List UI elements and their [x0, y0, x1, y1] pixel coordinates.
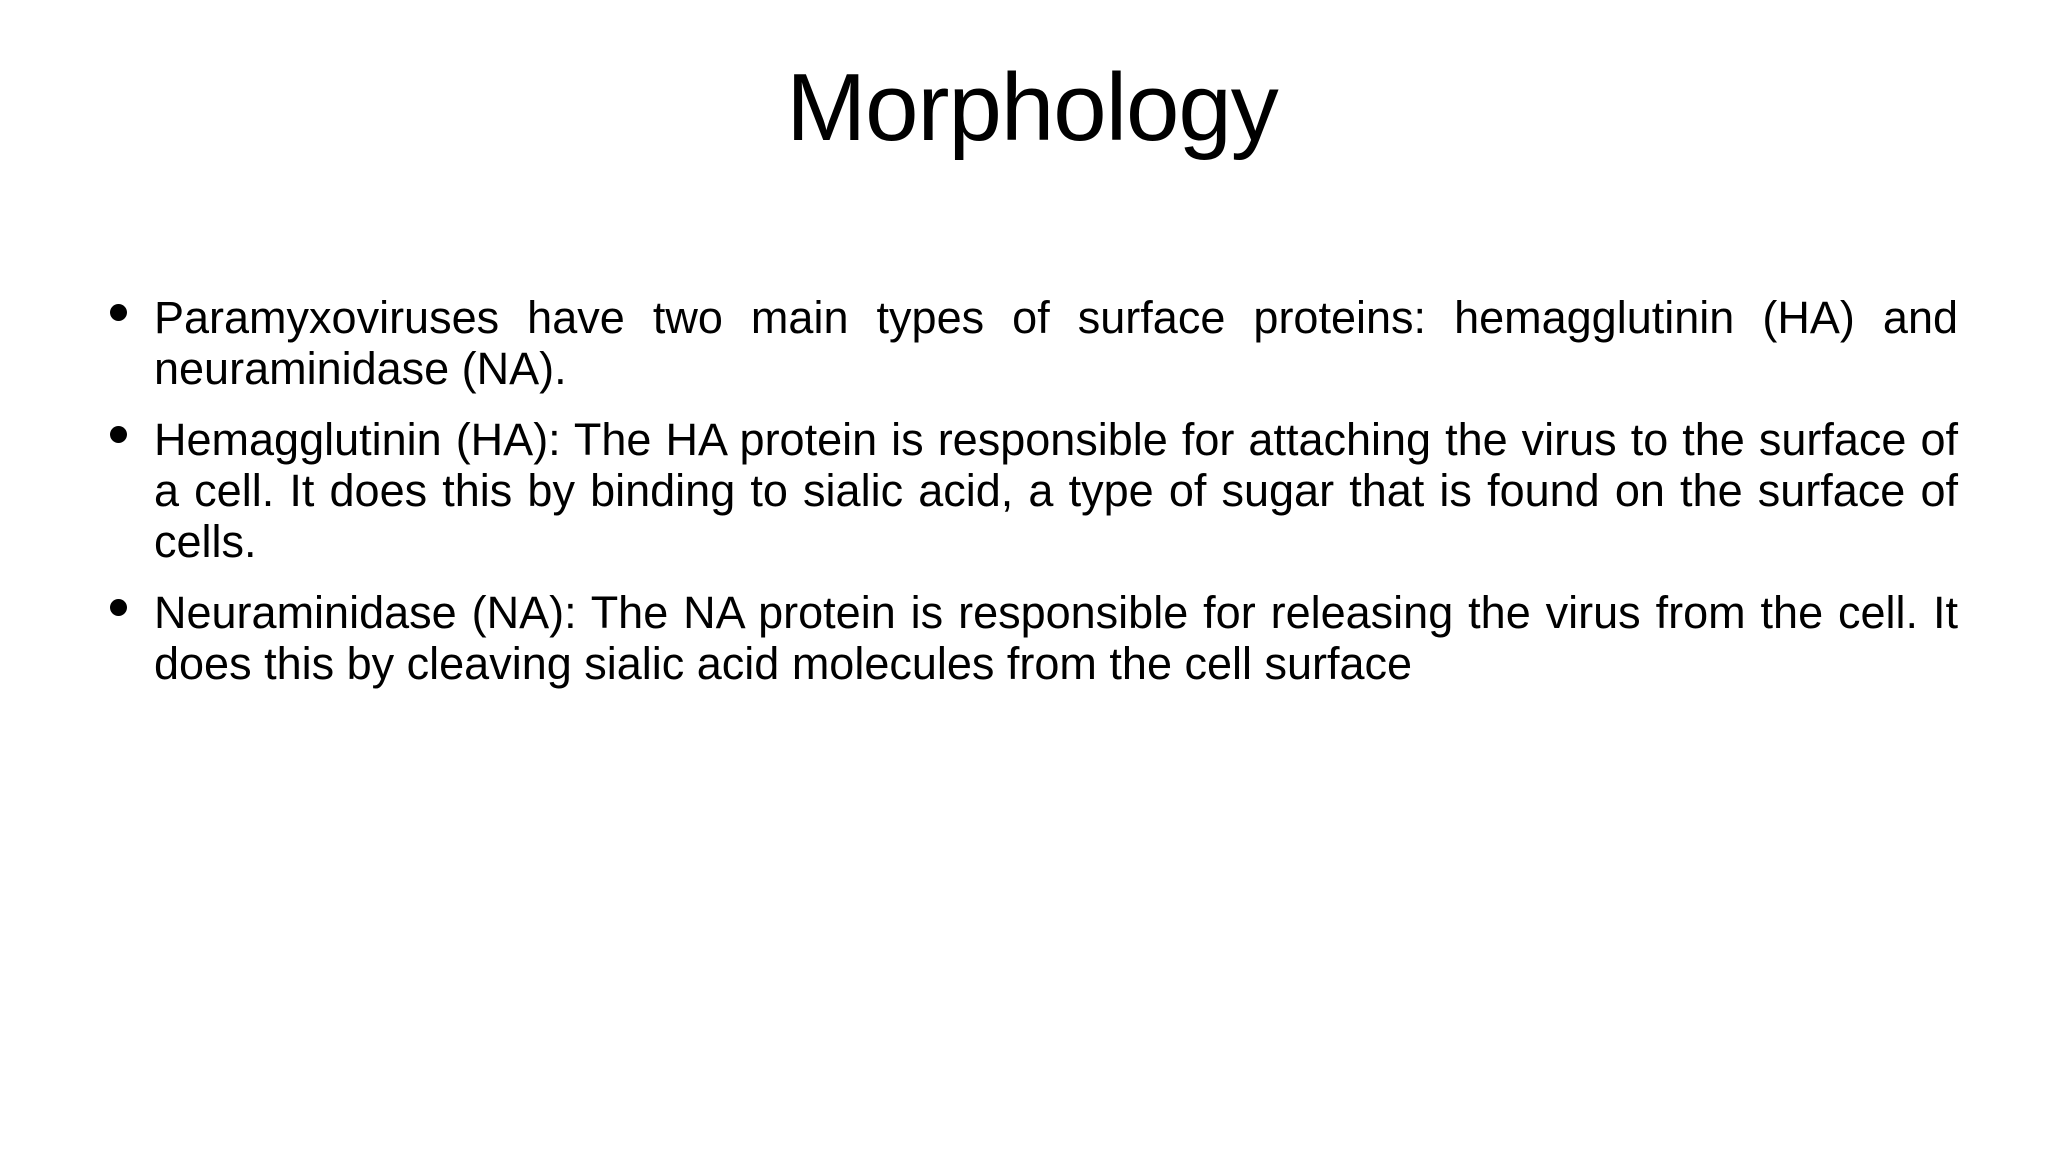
bullet-item: [110, 414, 1958, 567]
bullet-item: [110, 292, 1958, 394]
bullet-dot-icon: [110, 426, 127, 443]
slide-title: Morphology: [786, 54, 1278, 161]
bullet-text: Paramyxoviruses have two main types of surface proteins: hemagglutinin (HA) and neuraminidase (NA).: [154, 292, 1958, 394]
bullet-text: Hemagglutinin (HA): The HA protein is responsible for attaching the virus to the surface of a cell. It does this by binding to sialic acid, a type of sugar that is found on the surface of cells.: [154, 414, 1958, 567]
bullet-dot-icon: [110, 599, 127, 616]
bullet-item: [110, 587, 1958, 689]
bullet-text: Neuraminidase (NA): The NA protein is responsible for releasing the virus from the cell. It does this by cleaving sialic acid molecules from the cell surface: [154, 587, 1958, 689]
bullet-list: [110, 292, 1958, 709]
bullet-dot-icon: [110, 304, 127, 321]
